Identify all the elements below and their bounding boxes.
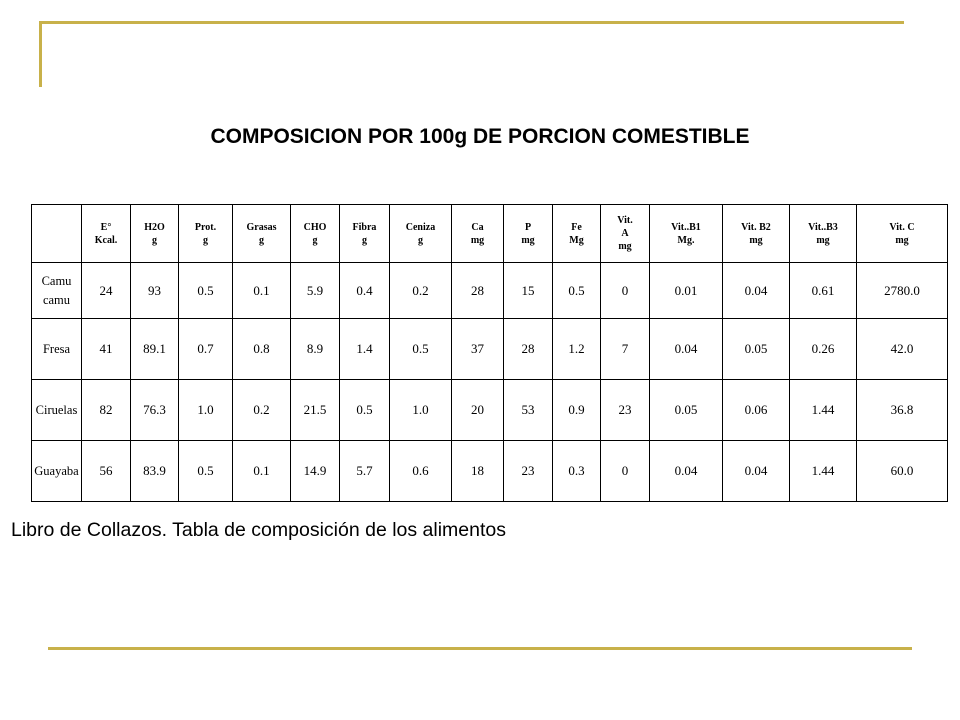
table-cell: 23 xyxy=(601,380,650,441)
table-cell: 82 xyxy=(82,380,131,441)
table-cell: 1.2 xyxy=(553,319,601,380)
header-cell: P mg xyxy=(504,205,553,263)
row-name-cell: Ciruelas xyxy=(32,380,82,441)
table-row xyxy=(32,319,948,380)
table-cell: 0.5 xyxy=(390,319,452,380)
row-name-cell: Fresa xyxy=(32,319,82,380)
table-cell: 56 xyxy=(82,441,131,502)
table-cell: 0.04 xyxy=(650,319,723,380)
decorative-line-bottom xyxy=(48,647,912,650)
table-cell: 28 xyxy=(452,263,504,319)
table-cell: 21.5 xyxy=(291,380,340,441)
table-cell: 0 xyxy=(601,263,650,319)
table-cell: 83.9 xyxy=(131,441,179,502)
header-cell: Ceniza g xyxy=(390,205,452,263)
header-cell: Ca mg xyxy=(452,205,504,263)
table-cell: 1.44 xyxy=(790,380,857,441)
table-cell: 0.04 xyxy=(650,441,723,502)
decorative-line-left xyxy=(39,21,42,87)
table-cell: 60.0 xyxy=(857,441,948,502)
table-row xyxy=(32,441,948,502)
table-cell: 20 xyxy=(452,380,504,441)
table-cell: 0.1 xyxy=(233,263,291,319)
table-cell: 15 xyxy=(504,263,553,319)
table-cell: 0.5 xyxy=(179,263,233,319)
table-cell: 5.7 xyxy=(340,441,390,502)
table-cell: 14.9 xyxy=(291,441,340,502)
source-caption: Libro de Collazos. Tabla de composición de los alimentos xyxy=(11,519,507,541)
table-cell: 5.9 xyxy=(291,263,340,319)
table-cell: 41 xyxy=(82,319,131,380)
header-cell: Fe Mg xyxy=(553,205,601,263)
table-cell: 0.4 xyxy=(340,263,390,319)
table-cell: 1.0 xyxy=(179,380,233,441)
table-cell: 0.2 xyxy=(233,380,291,441)
decorative-line-top xyxy=(40,21,904,24)
header-cell: Grasas g xyxy=(233,205,291,263)
table-cell: 0.06 xyxy=(723,380,790,441)
table-cell: 1.44 xyxy=(790,441,857,502)
table-cell: 0.04 xyxy=(723,263,790,319)
header-cell: E° Kcal. xyxy=(82,205,131,263)
header-cell: Vit..B1 Mg. xyxy=(650,205,723,263)
table-cell: 37 xyxy=(452,319,504,380)
header-cell: Vit..B3 mg xyxy=(790,205,857,263)
table-cell: 0.9 xyxy=(553,380,601,441)
table-cell: 8.9 xyxy=(291,319,340,380)
table-header-row xyxy=(32,205,948,263)
table-cell: 0.5 xyxy=(179,441,233,502)
table-cell: 0.04 xyxy=(723,441,790,502)
header-cell: Fibra g xyxy=(340,205,390,263)
header-cell: Vit. B2 mg xyxy=(723,205,790,263)
header-cell: CHO g xyxy=(291,205,340,263)
header-cell: Prot. g xyxy=(179,205,233,263)
header-cell xyxy=(32,205,82,263)
table-cell: 0.6 xyxy=(390,441,452,502)
header-cell: H2O g xyxy=(131,205,179,263)
slide-title: COMPOSICION POR 100g DE PORCION COMESTIBLE xyxy=(210,125,750,148)
table-cell: 0 xyxy=(601,441,650,502)
table-cell: 2780.0 xyxy=(857,263,948,319)
table-cell: 0.05 xyxy=(723,319,790,380)
table-cell: 0.7 xyxy=(179,319,233,380)
table-cell: 0.1 xyxy=(233,441,291,502)
table-cell: 0.2 xyxy=(390,263,452,319)
header-cell: Vit. A mg xyxy=(601,205,650,263)
table-cell: 36.8 xyxy=(857,380,948,441)
composition-table xyxy=(31,204,948,502)
header-cell: Vit. C mg xyxy=(857,205,948,263)
table-cell: 0.5 xyxy=(340,380,390,441)
table-cell: 0.61 xyxy=(790,263,857,319)
table-cell: 0.01 xyxy=(650,263,723,319)
table-cell: 0.3 xyxy=(553,441,601,502)
table-cell: 18 xyxy=(452,441,504,502)
table-cell: 89.1 xyxy=(131,319,179,380)
table-cell: 1.4 xyxy=(340,319,390,380)
table-cell: 1.0 xyxy=(390,380,452,441)
row-name-cell: Camu camu xyxy=(32,263,82,319)
table-cell: 0.26 xyxy=(790,319,857,380)
table-row xyxy=(32,380,948,441)
table-cell: 42.0 xyxy=(857,319,948,380)
table-cell: 53 xyxy=(504,380,553,441)
table-row xyxy=(32,263,948,319)
table-cell: 23 xyxy=(504,441,553,502)
table-cell: 0.8 xyxy=(233,319,291,380)
table-cell: 0.5 xyxy=(553,263,601,319)
table-cell: 0.05 xyxy=(650,380,723,441)
table-cell: 24 xyxy=(82,263,131,319)
row-name-cell: Guayaba xyxy=(32,441,82,502)
table-cell: 76.3 xyxy=(131,380,179,441)
table-cell: 93 xyxy=(131,263,179,319)
table-cell: 28 xyxy=(504,319,553,380)
table-cell: 7 xyxy=(601,319,650,380)
